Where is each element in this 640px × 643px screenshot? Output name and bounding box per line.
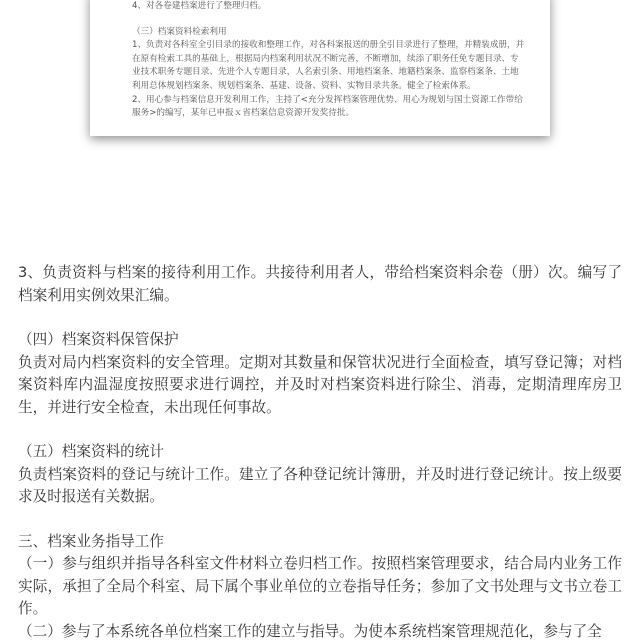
preview-heading: （三）档案资料检索利用 (132, 26, 526, 40)
document-preview-image (90, 0, 550, 136)
guidance-item-1: （一）参与组织并指导各科室文件材料立卷归档工作。按照档案管理要求，结合局内业务工作实际，承担了全局个科室、局下属个事业单位的立卷指导任务；参加了文书处理与文书立卷工作。 (18, 553, 622, 621)
preview-top-line: 4、对各卷建档案进行了整理归档。 (132, 0, 526, 14)
section-heading-guidance: 三、档案业务指导工作 (18, 531, 622, 554)
preview-item-2: 2、用心参与档案信息开发利用工作，主持了<充分发挥档案管理优势、用心为规划与国土资源工作带给服务>的编写，某年已申报ｘ省档案信息资源开发奖待批。 (132, 94, 526, 121)
guidance-item-2: （二）参与了本系统各单位档案工作的建立与指导。为使本系统档案管理规范化，参与了全 (18, 621, 622, 643)
document-body (18, 262, 622, 643)
paragraph-storage-protection: 负责对局内档案资料的安全管理。定期对其数量和保管状况进行全面检查，填写登记簿；对档案资料库内温湿度按照要求进行调控，并及时对档案资料进行除尘、消毒，定期清理库房卫生，并进行安全检查，未出现任何事故。 (18, 352, 622, 420)
heading-storage-protection: （四）档案资料保管保护 (18, 329, 622, 352)
preview-item-1: 1、负责对各科室全引目录的接收和整理工作，对各科案报送的册全引目录进行了整理，并精装成册，并在原有检索工具的基础上，根据局内档案利用状况不断完善，不断增加，续添了职务任免专题目录、专业技术职务专题目录、先进个人专题目录，人名索引条、用地档案条、地籍档案条、监察档案条、土地利用总体规划档案条、规划档案条、基建、设备、资料、实物目录共条。健全了检索体系。 (132, 39, 526, 93)
paragraph-statistics: 负责档案资料的登记与统计工作。建立了各种登记统计簿册，并及时进行登记统计。按上级要求及时报送有关数据。 (18, 464, 622, 509)
heading-statistics: （五）档案资料的统计 (18, 441, 622, 464)
paragraph-3: 3、负责资料与档案的接待利用工作。共接待利用者人，带给档案资料余卷（册）次。编写了档案利用实例效果汇编。 (18, 262, 622, 307)
